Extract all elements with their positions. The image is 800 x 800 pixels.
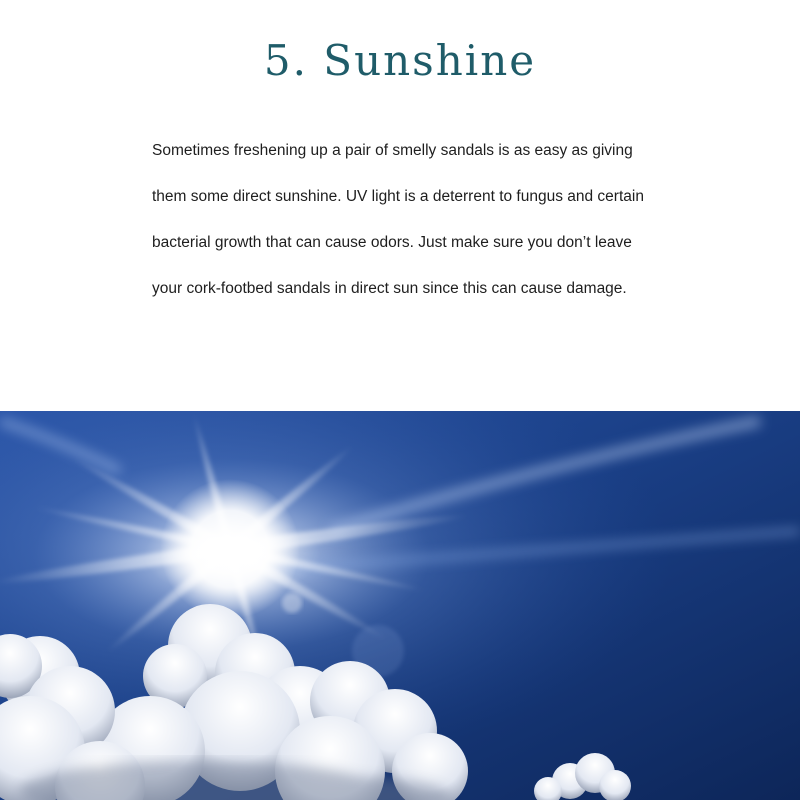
sunshine-photo (0, 411, 800, 800)
body-line: them some direct sunshine. UV light is a deterrent to fungus and certain (152, 188, 644, 205)
article-body (152, 136, 712, 320)
sky-image (0, 411, 800, 800)
body-line: bacterial growth that can cause odors. Just make sure you don’t leave (152, 234, 632, 251)
body-line: Sometimes freshening up a pair of smelly sandals is as easy as giving (152, 142, 633, 159)
sun (160, 479, 300, 619)
body-line: your cork-footbed sandals in direct sun since this can cause damage. (152, 280, 627, 297)
page-title: 5. Sunshine (263, 36, 537, 85)
